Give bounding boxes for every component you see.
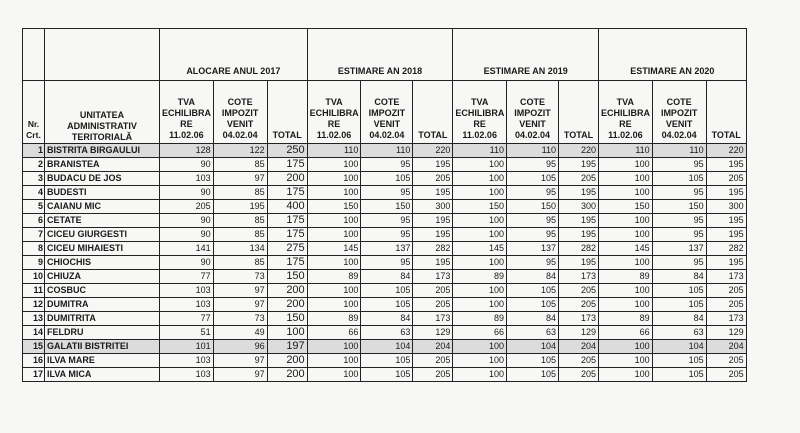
- total-cell: 400: [267, 200, 307, 214]
- tva-cell: 100: [453, 172, 507, 186]
- tva-cell: 100: [307, 284, 361, 298]
- tva-cell: 100: [307, 368, 361, 382]
- cote-cell: 63: [507, 326, 559, 340]
- unit-name-cell: CETATE: [45, 214, 160, 228]
- tva-cell: 103: [160, 298, 214, 312]
- total-cell: 100: [267, 326, 307, 340]
- row-number-cell: 3: [23, 172, 45, 186]
- tva-cell: 77: [160, 270, 214, 284]
- row-number-cell: 8: [23, 242, 45, 256]
- tva-cell: 100: [453, 340, 507, 354]
- total-cell: 275: [267, 242, 307, 256]
- tva-cell: 110: [307, 144, 361, 158]
- total-cell: 205: [559, 354, 599, 368]
- total-cell: 200: [267, 354, 307, 368]
- total-cell: 129: [706, 326, 746, 340]
- cote-cell: 105: [507, 354, 559, 368]
- cote-cell: 95: [507, 186, 559, 200]
- table-row: [23, 340, 747, 354]
- tva-cell: 100: [307, 340, 361, 354]
- cote-cell: 95: [652, 186, 706, 200]
- cote-cell: 85: [213, 228, 267, 242]
- cote-cell: 63: [652, 326, 706, 340]
- cote-header: COTE IMPOZIT VENIT 04.02.04: [652, 81, 706, 144]
- table-body: [23, 144, 747, 382]
- unit-name-cell: CAIANU MIC: [45, 200, 160, 214]
- tva-cell: 150: [453, 200, 507, 214]
- total-cell: 129: [413, 326, 453, 340]
- total-cell: 220: [559, 144, 599, 158]
- total-cell: 205: [706, 298, 746, 312]
- cote-cell: 110: [361, 144, 413, 158]
- table-row: [23, 214, 747, 228]
- cote-cell: 195: [213, 200, 267, 214]
- tva-cell: 100: [599, 298, 653, 312]
- tva-cell: 100: [453, 214, 507, 228]
- cote-cell: 95: [361, 228, 413, 242]
- total-cell: 205: [413, 172, 453, 186]
- table-row: [23, 270, 747, 284]
- tva-cell: 103: [160, 354, 214, 368]
- tva-cell: 100: [453, 228, 507, 242]
- total-cell: 173: [559, 270, 599, 284]
- total-header: TOTAL: [559, 81, 599, 144]
- total-cell: 205: [559, 298, 599, 312]
- tva-cell: 103: [160, 284, 214, 298]
- cote-cell: 97: [213, 172, 267, 186]
- cote-header: COTE IMPOZIT VENIT 04.02.04: [361, 81, 413, 144]
- cote-cell: 110: [652, 144, 706, 158]
- row-number-cell: 15: [23, 340, 45, 354]
- tva-cell: 100: [599, 186, 653, 200]
- tva-cell: 100: [307, 158, 361, 172]
- total-cell: 220: [413, 144, 453, 158]
- cote-cell: 73: [213, 312, 267, 326]
- total-cell: 175: [267, 228, 307, 242]
- total-cell: 195: [706, 256, 746, 270]
- row-number-cell: 13: [23, 312, 45, 326]
- period-header-row: [23, 29, 747, 81]
- tva-cell: 100: [453, 298, 507, 312]
- total-cell: 300: [559, 200, 599, 214]
- cote-cell: 97: [213, 354, 267, 368]
- tva-cell: 100: [307, 172, 361, 186]
- cote-cell: 63: [361, 326, 413, 340]
- cote-cell: 95: [652, 228, 706, 242]
- tva-header: TVA ECHILIBRA RE 11.02.06: [160, 81, 214, 144]
- total-cell: 282: [413, 242, 453, 256]
- tva-cell: 100: [599, 256, 653, 270]
- table-row: [23, 172, 747, 186]
- total-cell: 205: [413, 284, 453, 298]
- total-cell: 173: [706, 312, 746, 326]
- tva-cell: 110: [599, 144, 653, 158]
- tva-cell: 90: [160, 228, 214, 242]
- tva-cell: 100: [307, 186, 361, 200]
- tva-cell: 90: [160, 186, 214, 200]
- blank-header-cell: [45, 29, 160, 81]
- blank-header-cell: [23, 29, 45, 81]
- cote-cell: 137: [652, 242, 706, 256]
- cote-header: COTE IMPOZIT VENIT 04.02.04: [213, 81, 267, 144]
- total-cell: 195: [559, 214, 599, 228]
- row-number-cell: 4: [23, 186, 45, 200]
- tva-cell: 110: [453, 144, 507, 158]
- cote-cell: 95: [361, 214, 413, 228]
- total-cell: 204: [559, 340, 599, 354]
- table-row: [23, 298, 747, 312]
- tva-cell: 100: [453, 284, 507, 298]
- tva-cell: 100: [307, 256, 361, 270]
- total-cell: 195: [706, 186, 746, 200]
- tva-cell: 51: [160, 326, 214, 340]
- cote-cell: 105: [361, 172, 413, 186]
- total-cell: 200: [267, 172, 307, 186]
- total-header: TOTAL: [267, 81, 307, 144]
- total-cell: 204: [706, 340, 746, 354]
- cote-cell: 150: [507, 200, 559, 214]
- tva-cell: 66: [453, 326, 507, 340]
- cote-cell: 105: [652, 368, 706, 382]
- tva-cell: 77: [160, 312, 214, 326]
- tva-cell: 100: [599, 354, 653, 368]
- cote-cell: 95: [507, 158, 559, 172]
- cote-cell: 95: [652, 158, 706, 172]
- cote-cell: 105: [361, 354, 413, 368]
- table-row: [23, 228, 747, 242]
- cote-cell: 95: [361, 158, 413, 172]
- tva-cell: 101: [160, 340, 214, 354]
- row-number-cell: 6: [23, 214, 45, 228]
- total-cell: 205: [706, 284, 746, 298]
- tva-cell: 100: [307, 214, 361, 228]
- cote-cell: 105: [507, 298, 559, 312]
- tva-header: TVA ECHILIBRA RE 11.02.06: [453, 81, 507, 144]
- tva-cell: 89: [453, 270, 507, 284]
- unit-name-cell: CHIUZA: [45, 270, 160, 284]
- unit-name-cell: BISTRITA BIRGAULUI: [45, 144, 160, 158]
- total-cell: 195: [413, 158, 453, 172]
- tva-cell: 100: [453, 354, 507, 368]
- cote-cell: 95: [652, 256, 706, 270]
- table-row: [23, 200, 747, 214]
- total-cell: 173: [413, 312, 453, 326]
- cote-cell: 73: [213, 270, 267, 284]
- tva-cell: 66: [599, 326, 653, 340]
- cote-cell: 95: [507, 214, 559, 228]
- total-cell: 205: [706, 172, 746, 186]
- table-row: [23, 368, 747, 382]
- cote-cell: 105: [652, 354, 706, 368]
- tva-cell: 66: [307, 326, 361, 340]
- total-cell: 195: [559, 256, 599, 270]
- tva-cell: 128: [160, 144, 214, 158]
- table-row: [23, 284, 747, 298]
- table-row: [23, 326, 747, 340]
- tva-cell: 90: [160, 158, 214, 172]
- unit-name-cell: COSBUC: [45, 284, 160, 298]
- tva-cell: 145: [307, 242, 361, 256]
- row-number-cell: 1: [23, 144, 45, 158]
- total-cell: 205: [559, 284, 599, 298]
- table-row: [23, 144, 747, 158]
- allocation-table-sheet: [22, 28, 747, 382]
- cote-cell: 84: [361, 312, 413, 326]
- cote-cell: 97: [213, 298, 267, 312]
- cote-cell: 105: [361, 284, 413, 298]
- total-cell: 205: [559, 368, 599, 382]
- cote-cell: 110: [507, 144, 559, 158]
- row-number-cell: 14: [23, 326, 45, 340]
- tva-cell: 100: [453, 256, 507, 270]
- cote-cell: 122: [213, 144, 267, 158]
- unit-name-cell: BUDACU DE JOS: [45, 172, 160, 186]
- total-cell: 195: [559, 158, 599, 172]
- cote-cell: 105: [652, 172, 706, 186]
- cote-cell: 85: [213, 186, 267, 200]
- tva-cell: 145: [453, 242, 507, 256]
- total-cell: 205: [559, 172, 599, 186]
- period-header-2017: ALOCARE ANUL 2017: [160, 29, 308, 81]
- cote-cell: 137: [507, 242, 559, 256]
- row-number-cell: 7: [23, 228, 45, 242]
- total-cell: 195: [706, 158, 746, 172]
- cote-cell: 85: [213, 158, 267, 172]
- total-cell: 195: [413, 256, 453, 270]
- total-cell: 200: [267, 368, 307, 382]
- unit-name-cell: GALATII BISTRITEI: [45, 340, 160, 354]
- cote-cell: 95: [507, 256, 559, 270]
- row-number-cell: 2: [23, 158, 45, 172]
- cote-cell: 84: [652, 312, 706, 326]
- unit-name-cell: ILVA MICA: [45, 368, 160, 382]
- unit-header: UNITATEA ADMINISTRATIV TERITORIALĂ: [45, 81, 160, 144]
- unit-name-cell: BRANISTEA: [45, 158, 160, 172]
- total-cell: 220: [706, 144, 746, 158]
- tva-cell: 100: [453, 368, 507, 382]
- total-cell: 205: [413, 298, 453, 312]
- cote-cell: 105: [507, 172, 559, 186]
- unit-name-cell: FELDRU: [45, 326, 160, 340]
- unit-name-cell: CICEU GIURGESTI: [45, 228, 160, 242]
- cote-cell: 85: [213, 214, 267, 228]
- tva-cell: 100: [599, 284, 653, 298]
- period-header-2019: ESTIMARE AN 2019: [453, 29, 599, 81]
- cote-cell: 150: [652, 200, 706, 214]
- allocation-table: [22, 28, 747, 382]
- cote-cell: 104: [361, 340, 413, 354]
- total-cell: 173: [559, 312, 599, 326]
- row-number-cell: 16: [23, 354, 45, 368]
- total-cell: 195: [413, 186, 453, 200]
- cote-cell: 95: [361, 186, 413, 200]
- tva-cell: 145: [599, 242, 653, 256]
- tva-cell: 150: [599, 200, 653, 214]
- cote-cell: 104: [507, 340, 559, 354]
- cote-cell: 49: [213, 326, 267, 340]
- tva-cell: 141: [160, 242, 214, 256]
- total-cell: 195: [559, 228, 599, 242]
- unit-name-cell: DUMITRITA: [45, 312, 160, 326]
- total-cell: 173: [413, 270, 453, 284]
- tva-cell: 89: [599, 312, 653, 326]
- total-cell: 197: [267, 340, 307, 354]
- tva-cell: 89: [453, 312, 507, 326]
- unit-name-cell: ILVA MARE: [45, 354, 160, 368]
- period-header-2018: ESTIMARE AN 2018: [307, 29, 453, 81]
- table-row: [23, 312, 747, 326]
- cote-cell: 105: [652, 298, 706, 312]
- cote-cell: 84: [507, 312, 559, 326]
- table-row: [23, 158, 747, 172]
- tva-cell: 150: [307, 200, 361, 214]
- total-cell: 300: [706, 200, 746, 214]
- tva-cell: 90: [160, 256, 214, 270]
- total-cell: 205: [706, 368, 746, 382]
- total-cell: 205: [706, 354, 746, 368]
- total-cell: 173: [706, 270, 746, 284]
- column-header-row: [23, 81, 747, 144]
- total-cell: 129: [559, 326, 599, 340]
- row-number-cell: 11: [23, 284, 45, 298]
- table-row: [23, 256, 747, 270]
- total-cell: 250: [267, 144, 307, 158]
- tva-cell: 89: [307, 312, 361, 326]
- table-row: [23, 186, 747, 200]
- total-cell: 282: [559, 242, 599, 256]
- total-cell: 195: [413, 228, 453, 242]
- tva-cell: 89: [307, 270, 361, 284]
- cote-cell: 97: [213, 368, 267, 382]
- total-cell: 205: [413, 354, 453, 368]
- tva-cell: 100: [307, 354, 361, 368]
- total-cell: 195: [706, 214, 746, 228]
- unit-name-cell: DUMITRA: [45, 298, 160, 312]
- total-cell: 204: [413, 340, 453, 354]
- cote-cell: 104: [652, 340, 706, 354]
- unit-name-cell: CHIOCHIS: [45, 256, 160, 270]
- tva-cell: 100: [599, 172, 653, 186]
- total-cell: 150: [267, 312, 307, 326]
- cote-cell: 105: [507, 284, 559, 298]
- tva-cell: 103: [160, 368, 214, 382]
- cote-cell: 95: [507, 228, 559, 242]
- cote-cell: 150: [361, 200, 413, 214]
- row-number-cell: 17: [23, 368, 45, 382]
- unit-name-cell: BUDESTI: [45, 186, 160, 200]
- total-header: TOTAL: [706, 81, 746, 144]
- cote-cell: 95: [652, 214, 706, 228]
- tva-cell: 90: [160, 214, 214, 228]
- tva-cell: 100: [599, 228, 653, 242]
- tva-cell: 100: [599, 340, 653, 354]
- cote-cell: 105: [361, 298, 413, 312]
- cote-cell: 105: [361, 368, 413, 382]
- tva-cell: 100: [307, 228, 361, 242]
- table-row: [23, 242, 747, 256]
- cote-cell: 85: [213, 256, 267, 270]
- tva-cell: 100: [307, 298, 361, 312]
- total-cell: 200: [267, 284, 307, 298]
- total-cell: 200: [267, 298, 307, 312]
- tva-cell: 100: [599, 368, 653, 382]
- tva-cell: 100: [453, 158, 507, 172]
- cote-cell: 84: [361, 270, 413, 284]
- cote-cell: 97: [213, 284, 267, 298]
- cote-cell: 137: [361, 242, 413, 256]
- cote-cell: 105: [652, 284, 706, 298]
- cote-cell: 84: [507, 270, 559, 284]
- total-header: TOTAL: [413, 81, 453, 144]
- tva-cell: 100: [599, 158, 653, 172]
- total-cell: 300: [413, 200, 453, 214]
- total-cell: 175: [267, 158, 307, 172]
- table-row: [23, 354, 747, 368]
- total-cell: 175: [267, 186, 307, 200]
- total-cell: 195: [413, 214, 453, 228]
- nr-crt-header: Nr. Crt.: [23, 81, 45, 144]
- total-cell: 175: [267, 256, 307, 270]
- total-cell: 195: [706, 228, 746, 242]
- total-cell: 282: [706, 242, 746, 256]
- tva-cell: 103: [160, 172, 214, 186]
- row-number-cell: 5: [23, 200, 45, 214]
- tva-header: TVA ECHILIBRA RE 11.02.06: [307, 81, 361, 144]
- total-cell: 175: [267, 214, 307, 228]
- total-cell: 150: [267, 270, 307, 284]
- tva-cell: 205: [160, 200, 214, 214]
- cote-cell: 95: [361, 256, 413, 270]
- cote-cell: 84: [652, 270, 706, 284]
- period-header-2020: ESTIMARE AN 2020: [599, 29, 747, 81]
- tva-cell: 100: [453, 186, 507, 200]
- tva-header: TVA ECHILIBRA RE 11.02.06: [599, 81, 653, 144]
- tva-cell: 100: [599, 214, 653, 228]
- cote-header: COTE IMPOZIT VENIT 04.02.04: [507, 81, 559, 144]
- row-number-cell: 12: [23, 298, 45, 312]
- total-cell: 205: [413, 368, 453, 382]
- row-number-cell: 9: [23, 256, 45, 270]
- cote-cell: 96: [213, 340, 267, 354]
- total-cell: 195: [559, 186, 599, 200]
- tva-cell: 89: [599, 270, 653, 284]
- row-number-cell: 10: [23, 270, 45, 284]
- cote-cell: 105: [507, 368, 559, 382]
- unit-name-cell: CICEU MIHAIESTI: [45, 242, 160, 256]
- cote-cell: 134: [213, 242, 267, 256]
